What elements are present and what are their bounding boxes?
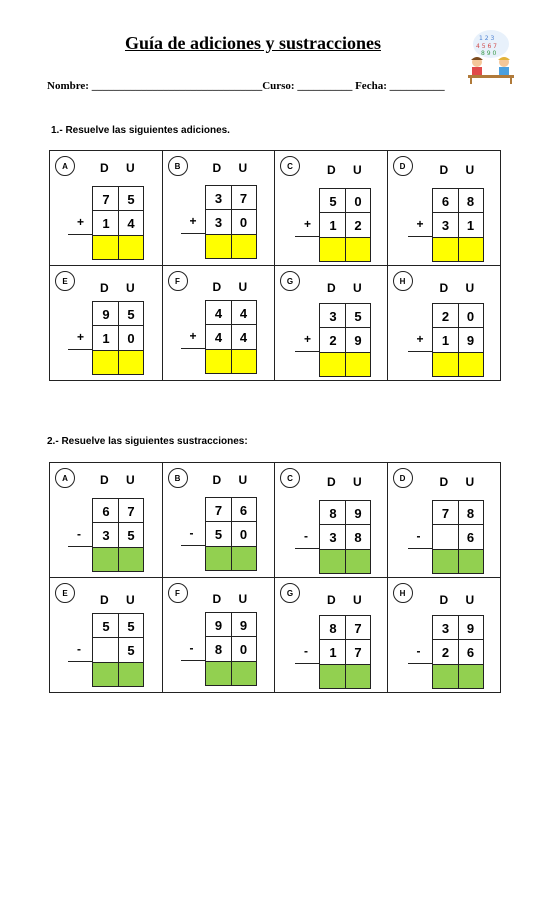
top-number-digit: 7	[102, 191, 110, 207]
digit-grid	[432, 303, 484, 377]
problem-row	[50, 577, 500, 692]
top-number-digit: 4	[239, 305, 248, 321]
digit-grid	[205, 185, 257, 259]
answer-tens-box[interactable]	[93, 662, 118, 686]
bottom-number-digit: 7	[354, 644, 362, 660]
digit-grid	[92, 301, 144, 375]
minus-sign: -	[189, 641, 194, 655]
problem-cell	[163, 463, 276, 577]
digit-grid	[205, 300, 257, 374]
answer-tens-box[interactable]	[206, 349, 231, 373]
units-column-label: U	[238, 473, 248, 487]
top-number-digit: 8	[329, 620, 337, 636]
tens-column-label: D	[212, 161, 222, 175]
problem-letter-badge: C	[280, 156, 300, 176]
top-number-digit: 9	[466, 620, 475, 636]
bottom-number-digit: 4	[239, 329, 248, 345]
bottom-number-digit: 3	[329, 529, 337, 545]
problem-letter-badge: F	[168, 271, 188, 291]
units-column-label: U	[465, 475, 475, 489]
problem-row	[50, 151, 500, 265]
answer-units-box[interactable]	[345, 664, 370, 688]
bottom-number-digit: 9	[354, 332, 362, 348]
answer-tens-box[interactable]	[93, 350, 118, 374]
top-number-digit: 7	[127, 503, 135, 519]
answer-boxes	[433, 664, 483, 688]
answer-boxes	[206, 349, 256, 373]
sum-line	[408, 663, 432, 664]
sum-line	[408, 548, 432, 549]
bottom-number-digit: 3	[214, 214, 223, 230]
problem-letter-badge: G	[280, 271, 300, 291]
top-number-digit: 5	[127, 618, 135, 634]
sum-line	[408, 351, 432, 352]
top-number-digit: 7	[239, 190, 248, 206]
answer-boxes	[93, 547, 143, 571]
bottom-number-digit: 4	[127, 215, 135, 231]
answer-units-box[interactable]	[118, 662, 143, 686]
problem-cell	[388, 151, 501, 265]
digit-grid	[319, 303, 371, 377]
top-number-digit: 8	[329, 505, 337, 521]
sum-line	[181, 233, 205, 234]
bottom-number-digit: 5	[214, 526, 223, 542]
digit-grid	[92, 498, 144, 572]
answer-boxes	[93, 662, 143, 686]
tens-column-label: D	[100, 161, 109, 175]
tens-column-label: D	[327, 475, 336, 489]
units-column-label: U	[126, 161, 135, 175]
bottom-number-digit: 0	[239, 641, 248, 657]
plus-sign: +	[77, 330, 85, 344]
answer-units-box[interactable]	[231, 234, 256, 258]
problem-letter-badge: H	[393, 583, 413, 603]
top-number-digit: 4	[214, 305, 223, 321]
bottom-number-digit: 2	[354, 217, 362, 233]
problem-cell	[388, 266, 501, 380]
top-number-digit: 5	[127, 306, 135, 322]
tens-column-label: D	[212, 280, 222, 294]
units-column-label: U	[238, 280, 248, 294]
answer-units-box[interactable]	[458, 664, 483, 688]
tens-column-label: D	[439, 475, 449, 489]
problem-row	[50, 265, 500, 380]
minus-sign: -	[304, 529, 308, 543]
top-number-digit: 5	[354, 308, 362, 324]
plus-sign: +	[189, 214, 197, 228]
top-number-digit: 5	[102, 618, 110, 634]
bottom-number-digit: 0	[239, 214, 248, 230]
problem-letter-badge: E	[55, 583, 75, 603]
problem-cell	[50, 266, 163, 380]
answer-units-box[interactable]	[118, 350, 143, 374]
answer-tens-box[interactable]	[320, 549, 345, 573]
answer-units-box[interactable]	[345, 549, 370, 573]
tens-column-label: D	[100, 281, 109, 295]
top-number-digit: 3	[441, 620, 450, 636]
answer-tens-box[interactable]	[433, 664, 458, 688]
tens-column-label: D	[439, 281, 449, 295]
sum-line	[181, 348, 205, 349]
problem-letter-badge: H	[393, 271, 413, 291]
tens-column-label: D	[100, 593, 109, 607]
answer-units-box[interactable]	[458, 237, 483, 261]
problem-letter-badge: A	[55, 156, 75, 176]
problem-cell	[275, 266, 388, 380]
answer-boxes	[206, 661, 256, 685]
bottom-number-digit: 1	[329, 644, 337, 660]
problem-letter-badge: A	[55, 468, 75, 488]
plus-sign: +	[416, 332, 424, 346]
answer-units-box[interactable]	[345, 237, 370, 261]
problem-cell	[163, 578, 276, 692]
top-number-digit: 6	[441, 193, 450, 209]
units-column-label: U	[465, 163, 475, 177]
digit-grid	[319, 615, 371, 689]
answer-tens-box[interactable]	[93, 235, 118, 259]
minus-sign: -	[189, 526, 194, 540]
tens-column-label: D	[212, 473, 222, 487]
plus-sign: +	[416, 217, 424, 231]
digit-grid	[92, 186, 144, 260]
tens-column-label: D	[212, 592, 222, 606]
sum-line	[295, 548, 319, 549]
top-number-digit: 0	[466, 308, 475, 324]
additions-section-title: 1.- Resuelve las siguientes adiciones.	[51, 125, 230, 136]
problem-letter-badge: G	[280, 583, 300, 603]
sum-line	[295, 236, 319, 237]
top-number-digit: 2	[441, 308, 450, 324]
bottom-number-digit: 0	[239, 526, 248, 542]
answer-tens-box[interactable]	[433, 352, 458, 376]
plus-sign: +	[189, 329, 197, 343]
bottom-number-digit: 3	[102, 527, 110, 543]
top-number-digit: 9	[214, 617, 223, 633]
problem-letter-badge: B	[168, 468, 188, 488]
bottom-number-digit	[433, 525, 459, 549]
bottom-number-digit: 8	[214, 641, 223, 657]
answer-units-box[interactable]	[118, 235, 143, 259]
top-number-digit: 7	[214, 502, 223, 518]
svg-text:1 2 3: 1 2 3	[479, 35, 495, 42]
bottom-number-digit: 5	[127, 527, 135, 543]
minus-sign: -	[77, 642, 81, 656]
answer-units-box[interactable]	[458, 352, 483, 376]
bottom-number-digit	[93, 638, 119, 662]
problem-cell	[388, 578, 501, 692]
answer-boxes	[320, 549, 370, 573]
problem-letter-badge: D	[393, 468, 413, 488]
problem-letter-badge: D	[393, 156, 413, 176]
units-column-label: U	[238, 161, 248, 175]
bottom-number-digit: 5	[127, 642, 135, 658]
answer-units-box[interactable]	[231, 546, 256, 570]
plus-sign: +	[304, 332, 312, 346]
sum-line	[68, 234, 92, 235]
bottom-number-digit: 6	[466, 529, 475, 545]
bottom-number-digit: 1	[329, 217, 337, 233]
answer-tens-box[interactable]	[206, 546, 231, 570]
sum-line	[181, 660, 205, 661]
answer-units-box[interactable]	[458, 549, 483, 573]
tens-column-label: D	[439, 163, 449, 177]
units-column-label: U	[238, 592, 248, 606]
answer-boxes	[93, 235, 143, 259]
plus-sign: +	[304, 217, 312, 231]
top-number-digit: 6	[239, 502, 248, 518]
problem-cell	[50, 151, 163, 265]
top-number-digit: 5	[329, 193, 337, 209]
answer-boxes	[320, 352, 370, 376]
bottom-number-digit: 1	[102, 330, 110, 346]
answer-boxes	[433, 237, 483, 261]
answer-tens-box[interactable]	[206, 661, 231, 685]
units-column-label: U	[353, 475, 362, 489]
plus-sign: +	[77, 215, 85, 229]
digit-grid	[432, 500, 484, 574]
problem-letter-badge: C	[280, 468, 300, 488]
sum-line	[68, 349, 92, 350]
minus-sign: -	[77, 527, 81, 541]
sum-line	[295, 351, 319, 352]
top-number-digit: 3	[329, 308, 337, 324]
problem-cell	[388, 463, 501, 577]
bottom-number-digit: 4	[214, 329, 223, 345]
children-studying-numbers-icon	[462, 26, 520, 84]
subtractions-section-title: 2.- Resuelve las siguientes sustracciones:	[47, 436, 248, 447]
bottom-number-digit: 9	[466, 332, 475, 348]
answer-boxes	[206, 234, 256, 258]
units-column-label: U	[465, 281, 475, 295]
problem-cell	[163, 151, 276, 265]
bottom-number-digit: 0	[127, 330, 135, 346]
answer-units-box[interactable]	[345, 352, 370, 376]
sum-line	[181, 545, 205, 546]
problem-cell	[275, 578, 388, 692]
worksheet-title: Guía de adiciones y sustracciones	[124, 33, 381, 53]
answer-units-box[interactable]	[231, 661, 256, 685]
bottom-number-digit: 2	[441, 644, 450, 660]
digit-grid	[319, 188, 371, 262]
top-number-digit: 3	[214, 190, 223, 206]
svg-text:4 5 6 7: 4 5 6 7	[476, 43, 497, 50]
answer-tens-box[interactable]	[433, 549, 458, 573]
answer-tens-box[interactable]	[433, 237, 458, 261]
sum-line	[68, 546, 92, 547]
svg-text:8 9 0: 8 9 0	[481, 50, 497, 57]
tens-column-label: D	[327, 281, 336, 295]
digit-grid	[92, 613, 144, 687]
digit-grid	[205, 497, 257, 571]
bottom-number-digit: 3	[441, 217, 450, 233]
tens-column-label: D	[100, 473, 109, 487]
digit-grid	[319, 500, 371, 574]
problem-cell	[50, 463, 163, 577]
top-number-digit: 6	[102, 503, 110, 519]
answer-tens-box[interactable]	[320, 664, 345, 688]
answer-boxes	[433, 549, 483, 573]
bottom-number-digit: 8	[354, 529, 362, 545]
bottom-number-digit: 1	[466, 217, 475, 233]
student-info-line: Nombre: _______________________________Curso: __________ Fecha: __________	[47, 80, 445, 92]
answer-units-box[interactable]	[231, 349, 256, 373]
top-number-digit: 0	[354, 193, 362, 209]
answer-units-box[interactable]	[118, 547, 143, 571]
answer-tens-box[interactable]	[93, 547, 118, 571]
problem-letter-badge: B	[168, 156, 188, 176]
minus-sign: -	[416, 644, 421, 658]
top-number-digit: 8	[466, 193, 475, 209]
bottom-number-digit: 1	[441, 332, 450, 348]
problem-letter-badge: E	[55, 271, 75, 291]
top-number-digit: 9	[354, 505, 362, 521]
additions-grid	[49, 150, 501, 381]
minus-sign: -	[416, 529, 421, 543]
top-number-digit: 5	[127, 191, 135, 207]
subtractions-grid	[49, 462, 501, 693]
digit-grid	[432, 615, 484, 689]
sum-line	[408, 236, 432, 237]
problem-cell	[163, 266, 276, 380]
top-number-digit: 8	[466, 505, 475, 521]
problem-letter-badge: F	[168, 583, 188, 603]
units-column-label: U	[465, 593, 475, 607]
units-column-label: U	[126, 473, 135, 487]
units-column-label: U	[126, 593, 135, 607]
bottom-number-digit: 2	[329, 332, 337, 348]
sum-line	[295, 663, 319, 664]
tens-column-label: D	[439, 593, 449, 607]
top-number-digit: 7	[354, 620, 362, 636]
top-number-digit: 7	[441, 505, 450, 521]
digit-grid	[205, 612, 257, 686]
units-column-label: U	[353, 593, 362, 607]
problem-row	[50, 463, 500, 577]
tens-column-label: D	[327, 163, 336, 177]
answer-boxes	[93, 350, 143, 374]
answer-tens-box[interactable]	[320, 237, 345, 261]
top-number-digit: 9	[239, 617, 248, 633]
sum-line	[68, 661, 92, 662]
problem-cell	[275, 151, 388, 265]
answer-boxes	[433, 352, 483, 376]
answer-tens-box[interactable]	[320, 352, 345, 376]
top-number-digit: 9	[102, 306, 110, 322]
answer-boxes	[320, 237, 370, 261]
units-column-label: U	[353, 163, 362, 177]
answer-tens-box[interactable]	[206, 234, 231, 258]
answer-boxes	[206, 546, 256, 570]
problem-cell	[275, 463, 388, 577]
tens-column-label: D	[327, 593, 336, 607]
units-column-label: U	[353, 281, 362, 295]
minus-sign: -	[304, 644, 308, 658]
bottom-number-digit: 6	[466, 644, 475, 660]
units-column-label: U	[126, 281, 135, 295]
answer-boxes	[320, 664, 370, 688]
bottom-number-digit: 1	[102, 215, 110, 231]
problem-cell	[50, 578, 163, 692]
digit-grid	[432, 188, 484, 262]
